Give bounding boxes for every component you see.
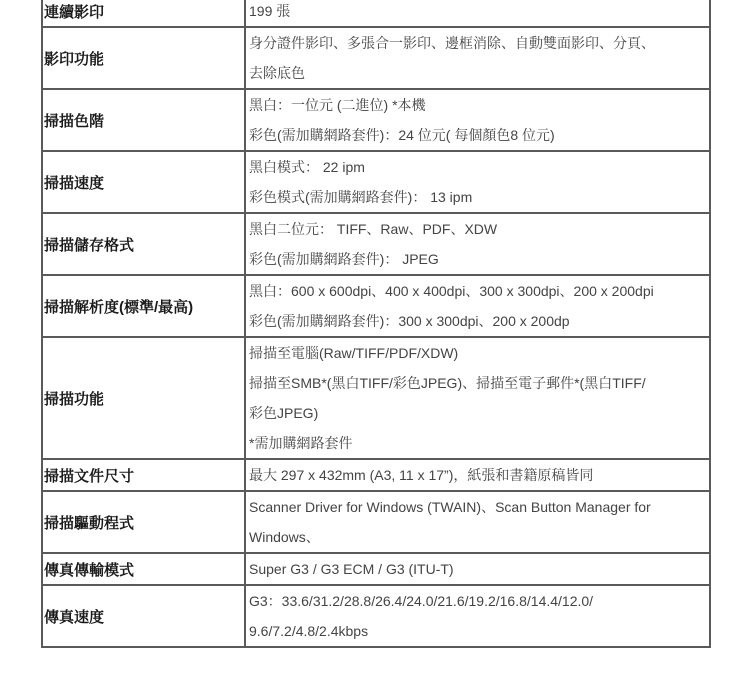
- value-line: 掃描至電腦(Raw/TIFF/PDF/XDW): [249, 345, 459, 361]
- table-row: [42, 585, 710, 647]
- row-label: 傳真傳輸模式: [42, 553, 245, 585]
- table-row: [42, 275, 710, 337]
- row-label: 掃描驅動程式: [42, 491, 245, 553]
- table-row: [42, 151, 710, 213]
- value-line: 去除底色: [249, 65, 305, 81]
- row-label: 傳真速度: [42, 585, 245, 647]
- row-value: [245, 275, 710, 337]
- row-value: [245, 459, 710, 491]
- table-row: [42, 213, 710, 275]
- value-line: 彩色(需加購網路套件)：300 x 300dpi、200 x 200dp: [249, 313, 570, 329]
- value-line: 黑白二位元： TIFF、Raw、PDF、XDW: [249, 221, 498, 237]
- row-value: [245, 151, 710, 213]
- value-line: 掃描至SMB*(黑白TIFF/彩色JPEG)、掃描至電子郵件*(黑白TIFF/: [249, 375, 646, 391]
- value-line: Scanner Driver for Windows (TWAIN)、Scan Button Manager for: [249, 499, 651, 515]
- row-label: 影印功能: [42, 27, 245, 89]
- table-row: [42, 89, 710, 151]
- value-line: G3：33.6/31.2/28.8/26.4/24.0/21.6/19.2/16.8/14.4/12.0/: [249, 593, 594, 609]
- row-value: [245, 213, 710, 275]
- value-line: 彩色(需加購網路套件)：24 位元( 每個顏色8 位元): [249, 127, 555, 143]
- row-label: 掃描解析度(標準/最高): [42, 275, 245, 337]
- value-line: 199 張: [249, 3, 291, 19]
- row-value: [245, 337, 710, 459]
- row-label: 連續影印: [42, 0, 245, 27]
- value-line: 最大 297 x 432mm (A3, 11 x 17”)，紙張和書籍原稿皆同: [249, 467, 594, 483]
- value-line: 黑白：600 x 600dpi、400 x 400dpi、300 x 300dpi、200 x 200dpi: [249, 283, 654, 299]
- value-line: 彩色模式(需加購網路套件)： 13 ipm: [249, 189, 473, 205]
- row-value: [245, 0, 710, 27]
- table-row: [42, 459, 710, 491]
- table-row: [42, 553, 710, 585]
- value-line: 身分證件影印、多張合一影印、邊框消除、自動雙面影印、分頁、: [249, 35, 655, 51]
- row-value: [245, 553, 710, 585]
- row-value: [245, 27, 710, 89]
- value-line: Windows、: [249, 529, 320, 545]
- value-line: *需加購網路套件: [249, 435, 353, 451]
- value-line: Super G3 / G3 ECM / G3 (ITU-T): [249, 561, 454, 577]
- row-label: 掃描色階: [42, 89, 245, 151]
- row-value: [245, 585, 710, 647]
- value-line: 彩色(需加購網路套件)： JPEG: [249, 251, 439, 267]
- table-row: [42, 0, 710, 27]
- table-row: [42, 27, 710, 89]
- row-label: 掃描儲存格式: [42, 213, 245, 275]
- table-row: [42, 337, 710, 459]
- row-value: [245, 89, 710, 151]
- row-value: [245, 491, 710, 553]
- row-label: 掃描速度: [42, 151, 245, 213]
- row-label: 掃描文件尺寸: [42, 459, 245, 491]
- value-line: 黑白模式： 22 ipm: [249, 159, 365, 175]
- table-row: [42, 491, 710, 553]
- value-line: 9.6/7.2/4.8/2.4kbps: [249, 623, 369, 639]
- value-line: 彩色JPEG): [249, 405, 319, 421]
- spec-table: [41, 0, 711, 648]
- value-line: 黑白：一位元 (二進位) *本機: [249, 97, 426, 113]
- row-label: 掃描功能: [42, 337, 245, 459]
